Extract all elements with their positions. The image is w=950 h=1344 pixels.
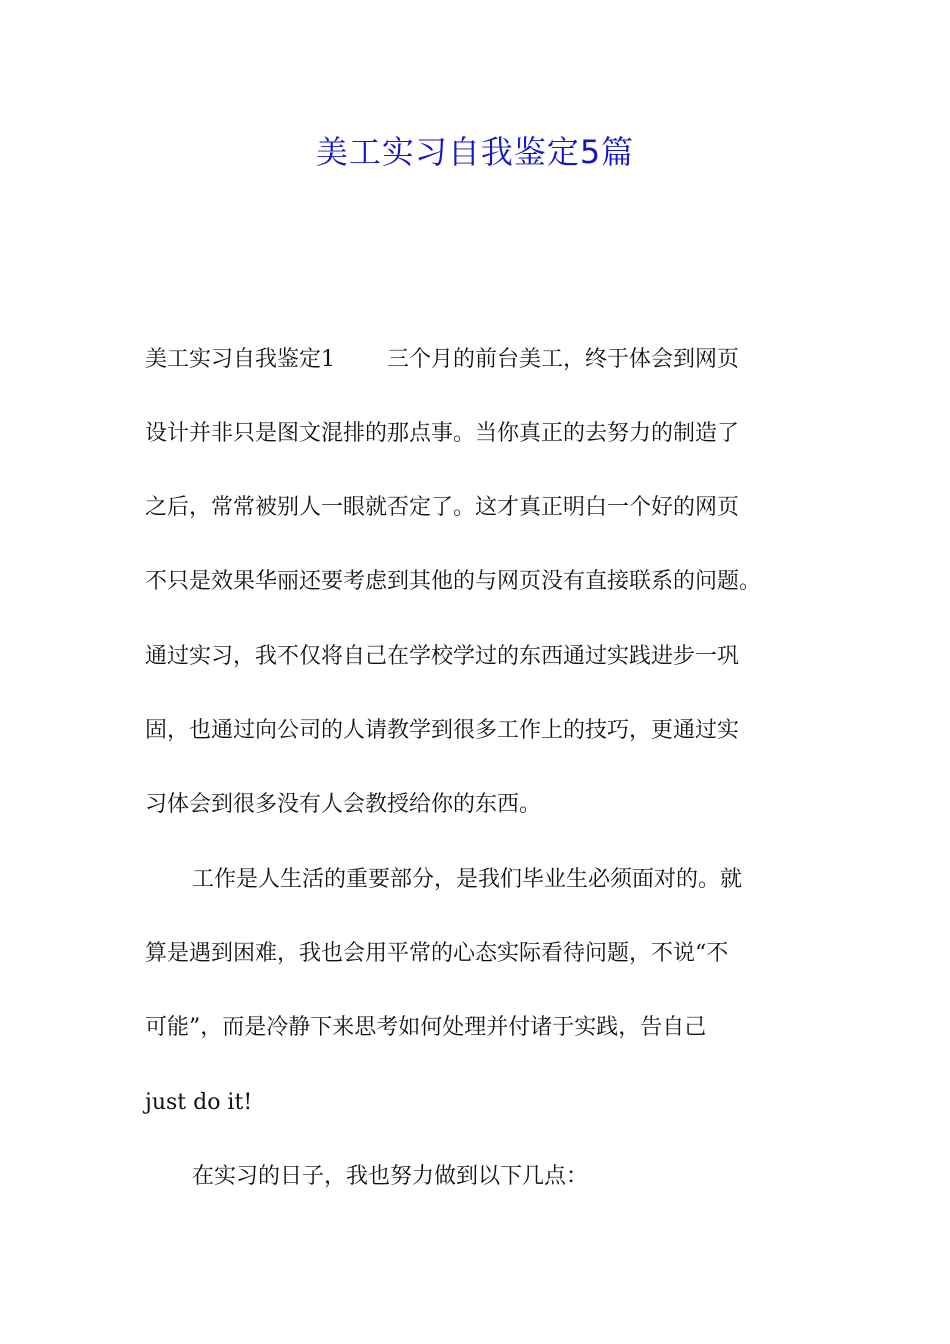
paragraph-line-4: 不只是效果华丽还要考虑到其他的与网页没有直接联系的问题。 [145,569,762,594]
paragraph-line-10: 可能”，而是冷静下来思考如何处理并付诸于实践，告自己 [145,1015,707,1040]
paragraph-line-12: 在实习的日子，我也努力做到以下几点： [192,1164,589,1189]
paragraph-line-2: 设计并非只是图文混排的那点事。当你真正的去努力的制造了 [145,421,740,446]
paragraph-line-7: 习体会到很多没有人会教授给你的东西。 [145,792,542,817]
paragraph-line-5: 通过实习，我不仅将自己在学校学过的东西通过实践进步一巩 [145,644,740,669]
paragraph-line-3: 之后，常常被别人一眼就否定了。这才真正明白一个好的网页 [145,495,740,520]
section-heading: 美工实习自我鉴定1 [145,347,335,372]
paragraph-line-1 [145,344,825,376]
paragraph-line-9: 算是遇到困难，我也会用平常的心态实际看待问题，不说“不 [145,941,729,966]
paragraph-text: 三个月的前台美工，终于体会到网页 [387,347,740,372]
paragraph-line-11: just do it! [145,1090,253,1115]
document-title: 美工实习自我鉴定5篇 [315,133,635,171]
paragraph-line-6: 固，也通过向公司的人请教学到很多工作上的技巧，更通过实 [145,718,740,743]
paragraph-line-8: 工作是人生活的重要部分，是我们毕业生必须面对的。就 [192,867,743,892]
